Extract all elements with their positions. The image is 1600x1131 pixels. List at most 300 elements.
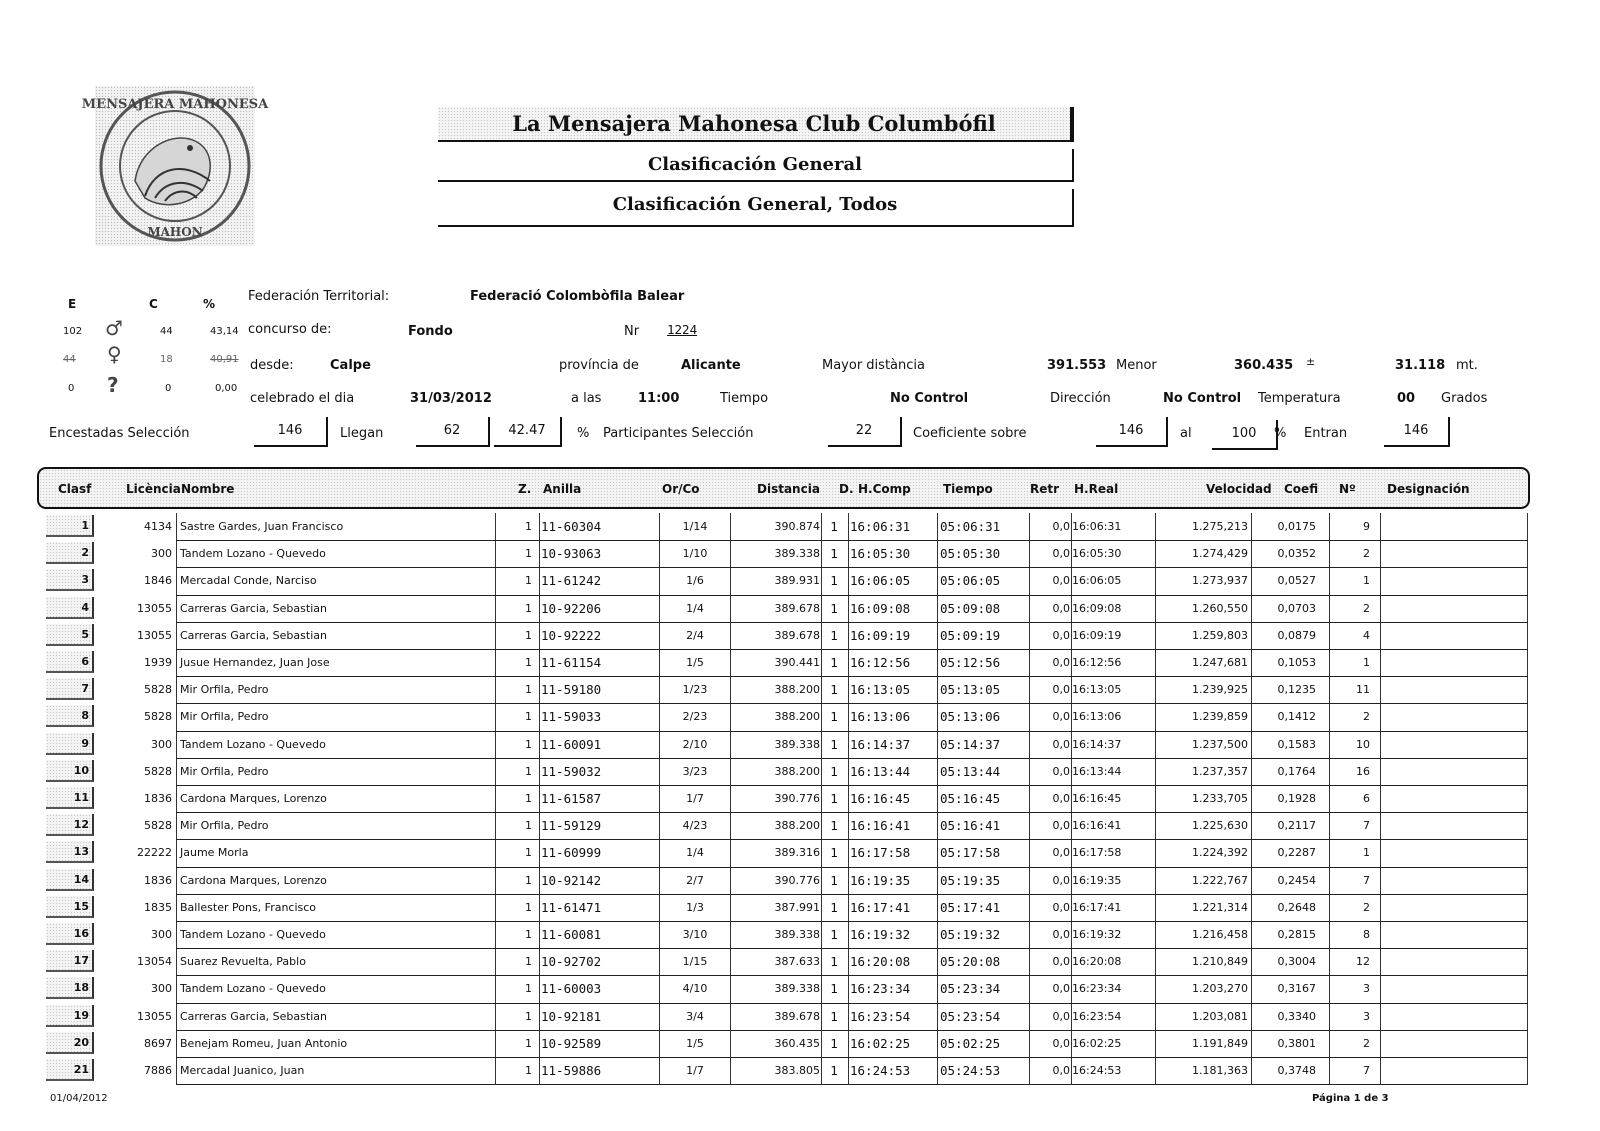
cell-h-real: 16:19:32 <box>1072 928 1122 941</box>
row-divider <box>176 1084 1528 1085</box>
cell-d-: 1 <box>830 573 838 589</box>
cell-nombre: Mir Orfila, Pedro <box>180 819 269 833</box>
cell-velocidad: 1.181,363 <box>1192 1064 1248 1077</box>
row-divider <box>176 1003 1528 1004</box>
cell-coefi: 0,2117 <box>1277 819 1316 833</box>
row-divider <box>176 948 1528 949</box>
cell-coefi: 0,0175 <box>1277 520 1316 533</box>
cell-tiempo: 05:19:35 <box>940 872 1001 888</box>
unknown-classified: 0 <box>165 383 172 394</box>
cell-velocidad: 1.233,705 <box>1192 792 1248 805</box>
cell-or-co: 2/10 <box>682 737 708 751</box>
cell-coefi: 0,1583 <box>1277 737 1316 751</box>
cell-lic-ncia: 300 <box>151 737 172 751</box>
cell-nombre: Mercadal Juanico, Juan <box>180 1064 305 1077</box>
cell-retr: 0,0 <box>1052 1009 1070 1023</box>
cell-clasf: 2 <box>46 542 94 564</box>
cell-velocidad: 1.222,767 <box>1192 873 1248 887</box>
cell-clasf: 15 <box>46 896 94 918</box>
cell-n-: 11 <box>1356 683 1370 697</box>
cell-anilla: 10-92181 <box>541 1008 602 1024</box>
cell-nombre: Tandem Lozano - Quevedo <box>180 737 326 751</box>
cell-z-: 1 <box>525 1064 532 1077</box>
cell-nombre: Tandem Lozano - Quevedo <box>180 928 326 941</box>
cell-or-co: 1/7 <box>686 1064 704 1077</box>
column-header-4: Anilla <box>543 482 582 496</box>
cell-coefi: 0,2287 <box>1277 846 1316 860</box>
cell-retr: 0,0 <box>1052 873 1070 887</box>
cell-retr: 0,0 <box>1052 900 1070 914</box>
cell-lic-ncia: 13055 <box>137 1009 172 1023</box>
cell-distancia: 390.441 <box>774 656 820 669</box>
row-divider <box>176 867 1528 868</box>
cell-anilla: 11-59180 <box>541 682 602 698</box>
female-symbol-icon: ♀ <box>107 342 122 366</box>
cell-distancia: 387.633 <box>774 955 820 969</box>
province-label: província de <box>559 358 639 373</box>
cell-retr: 0,0 <box>1052 1064 1070 1077</box>
club-title: La Mensajera Mahonesa Club Columbófil <box>438 107 1074 142</box>
llegan-percent: 42.47 <box>494 417 562 447</box>
cell-h-real: 16:23:54 <box>1072 1009 1122 1023</box>
al-label: al <box>1180 426 1192 441</box>
cell-z-: 1 <box>525 792 532 805</box>
cell-clasf: 21 <box>46 1059 94 1081</box>
cell-or-co: 3/23 <box>682 764 708 778</box>
cell-nombre: Sastre Gardes, Juan Francisco <box>180 520 344 533</box>
cell-velocidad: 1.274,429 <box>1192 547 1248 561</box>
cell-h-real: 16:13:05 <box>1072 683 1122 697</box>
cell-d-: 1 <box>830 954 838 970</box>
cell-or-co: 1/14 <box>682 520 708 533</box>
svg-text:MAHON: MAHON <box>147 225 203 239</box>
entran-label: Entran <box>1304 426 1348 441</box>
cell-h-comp: 16:17:58 <box>850 845 911 861</box>
cell-z-: 1 <box>525 683 532 697</box>
cell-clasf: 8 <box>46 705 94 727</box>
cell-z-: 1 <box>525 928 532 941</box>
cell-retr: 0,0 <box>1052 1036 1070 1050</box>
cell-tiempo: 05:13:06 <box>940 709 1001 725</box>
cell-velocidad: 1.225,630 <box>1192 819 1248 833</box>
cell-lic-ncia: 4134 <box>144 520 172 533</box>
cell-nombre: Carreras Garcia, Sebastian <box>180 601 327 615</box>
cell-anilla: 10-92206 <box>541 600 602 616</box>
cell-retr: 0,0 <box>1052 628 1070 642</box>
column-header-15: Designación <box>1387 482 1470 496</box>
participantes-label: Participantes Selección <box>603 426 754 441</box>
cell-n-: 6 <box>1363 792 1370 805</box>
unknown-sex-icon: ? <box>107 373 119 397</box>
cell-coefi: 0,0352 <box>1277 547 1316 561</box>
cell-retr: 0,0 <box>1052 737 1070 751</box>
cell-h-real: 16:19:35 <box>1072 873 1122 887</box>
cell-n-: 1 <box>1363 656 1370 669</box>
column-header-12: Velocidad <box>1206 482 1272 496</box>
cell-velocidad: 1.247,681 <box>1192 656 1248 669</box>
cell-tiempo: 05:16:41 <box>940 818 1001 834</box>
row-divider <box>176 703 1528 704</box>
cell-lic-ncia: 1836 <box>144 792 172 805</box>
column-header-13: Coefi <box>1284 482 1319 496</box>
cell-clasf: 13 <box>46 841 94 863</box>
row-divider <box>176 595 1528 596</box>
cell-or-co: 1/6 <box>686 574 704 588</box>
cell-velocidad: 1.273,937 <box>1192 574 1248 588</box>
column-header-6: Distancia <box>757 482 820 496</box>
cell-n-: 12 <box>1356 955 1370 969</box>
page-number: Página 1 de 3 <box>1312 1093 1389 1104</box>
row-divider <box>176 975 1528 976</box>
cell-anilla: 10-92702 <box>541 954 602 970</box>
stats-col-c: C <box>149 297 158 311</box>
row-divider <box>176 894 1528 895</box>
cell-tiempo: 05:13:05 <box>940 682 1001 698</box>
cell-h-real: 16:14:37 <box>1072 737 1122 751</box>
cell-d-: 1 <box>830 845 838 861</box>
cell-h-comp: 16:23:34 <box>850 981 911 997</box>
cell-distancia: 389.316 <box>774 846 820 860</box>
row-divider <box>176 785 1528 786</box>
cell-h-comp: 16:23:54 <box>850 1008 911 1024</box>
cell-h-real: 16:06:31 <box>1072 520 1122 533</box>
cell-clasf: 9 <box>46 733 94 755</box>
cell-anilla: 11-60304 <box>541 519 602 534</box>
cell-clasf: 14 <box>46 869 94 891</box>
cell-d-: 1 <box>830 818 838 834</box>
time-label: a las <box>571 391 602 406</box>
cell-clasf: 6 <box>46 651 94 673</box>
cell-velocidad: 1.191,849 <box>1192 1036 1248 1050</box>
cell-nombre: Cardona Marques, Lorenzo <box>180 792 327 805</box>
federation-value: Federació Colombòfila Balear <box>470 289 685 304</box>
cell-anilla: 10-92222 <box>541 627 602 643</box>
temperature-label: Temperatura <box>1258 391 1341 406</box>
cell-h-comp: 16:16:45 <box>850 791 911 806</box>
cell-z-: 1 <box>525 520 532 533</box>
cell-n-: 4 <box>1363 628 1370 642</box>
female-entered: 44 <box>63 354 76 365</box>
row-divider <box>176 812 1528 813</box>
cell-anilla: 11-59129 <box>541 818 602 834</box>
cell-coefi: 0,1412 <box>1277 710 1316 724</box>
cell-d-: 1 <box>830 791 838 806</box>
cell-z-: 1 <box>525 764 532 778</box>
cell-tiempo: 05:24:53 <box>940 1063 1001 1078</box>
cell-retr: 0,0 <box>1052 574 1070 588</box>
cell-distancia: 389.931 <box>774 574 820 588</box>
cell-distancia: 390.776 <box>774 873 820 887</box>
cell-retr: 0,0 <box>1052 792 1070 805</box>
cell-lic-ncia: 5828 <box>144 819 172 833</box>
cell-clasf: 4 <box>46 597 94 619</box>
column-header-10: Retr <box>1030 482 1060 496</box>
male-entered: 102 <box>63 326 83 337</box>
cell-z-: 1 <box>525 982 532 996</box>
cell-z-: 1 <box>525 1036 532 1050</box>
cell-nombre: Ballester Pons, Francisco <box>180 900 317 914</box>
cell-z-: 1 <box>525 710 532 724</box>
cell-h-comp: 16:12:56 <box>850 655 911 670</box>
cell-anilla: 11-60999 <box>541 845 602 861</box>
cell-z-: 1 <box>525 547 532 561</box>
coeficiente-base: 146 <box>1096 417 1168 447</box>
cell-h-real: 16:17:58 <box>1072 846 1122 860</box>
cell-coefi: 0,1764 <box>1277 764 1316 778</box>
cell-n-: 1 <box>1363 846 1370 860</box>
cell-anilla: 11-59886 <box>541 1063 602 1078</box>
cell-nombre: Tandem Lozano - Quevedo <box>180 982 326 996</box>
column-header-2: Nombre <box>181 482 235 496</box>
cell-velocidad: 1.203,270 <box>1192 982 1248 996</box>
cell-n-: 1 <box>1363 574 1370 588</box>
cell-nombre: Mir Orfila, Pedro <box>180 764 269 778</box>
column-divider <box>539 513 540 1084</box>
cell-coefi: 0,1053 <box>1277 656 1316 669</box>
date-label: celebrado el dia <box>250 391 355 406</box>
cell-h-real: 16:16:45 <box>1072 792 1122 805</box>
cell-tiempo: 05:17:58 <box>940 845 1001 861</box>
release-time: 11:00 <box>638 391 680 406</box>
cell-z-: 1 <box>525 601 532 615</box>
cell-tiempo: 05:20:08 <box>940 954 1001 970</box>
cell-distancia: 389.678 <box>774 628 820 642</box>
print-date: 01/04/2012 <box>50 1093 108 1104</box>
cell-tiempo: 05:05:30 <box>940 546 1001 562</box>
cell-d-: 1 <box>830 682 838 698</box>
cell-clasf: 7 <box>46 678 94 700</box>
cell-or-co: 4/10 <box>682 982 708 996</box>
cell-distancia: 389.338 <box>774 737 820 751</box>
cell-velocidad: 1.239,859 <box>1192 710 1248 724</box>
row-divider <box>176 622 1528 623</box>
cell-lic-ncia: 13055 <box>137 601 172 615</box>
cell-distancia: 388.200 <box>774 819 820 833</box>
cell-z-: 1 <box>525 628 532 642</box>
cell-tiempo: 05:12:56 <box>940 655 1001 670</box>
row-divider <box>176 567 1528 568</box>
cell-d-: 1 <box>830 981 838 997</box>
cell-z-: 1 <box>525 819 532 833</box>
cell-clasf: 12 <box>46 814 94 836</box>
cell-clasf: 1 <box>46 515 94 537</box>
cell-coefi: 0,2454 <box>1277 873 1316 887</box>
male-percent: 43,14 <box>210 326 239 337</box>
cell-distancia: 360.435 <box>774 1036 820 1050</box>
cell-n-: 2 <box>1363 900 1370 914</box>
contest-value: Fondo <box>408 324 453 339</box>
cell-or-co: 1/23 <box>682 683 708 697</box>
cell-or-co: 2/23 <box>682 710 708 724</box>
cell-lic-ncia: 300 <box>151 982 172 996</box>
cell-d-: 1 <box>830 627 838 643</box>
svg-text:MENSAJERA MAHONESA: MENSAJERA MAHONESA <box>81 97 269 112</box>
cell-lic-ncia: 7886 <box>144 1064 172 1077</box>
cell-anilla: 11-60003 <box>541 981 602 997</box>
cell-retr: 0,0 <box>1052 547 1070 561</box>
cell-distancia: 387.991 <box>774 900 820 914</box>
cell-h-real: 16:13:44 <box>1072 764 1122 778</box>
cell-nombre: Suarez Revuelta, Pablo <box>180 955 306 969</box>
column-header-1: Licència <box>126 482 181 496</box>
cell-d-: 1 <box>830 519 838 534</box>
row-divider <box>176 649 1528 650</box>
cell-anilla: 11-61242 <box>541 573 602 589</box>
cell-velocidad: 1.259,803 <box>1192 628 1248 642</box>
cell-lic-ncia: 13054 <box>137 955 172 969</box>
column-header-5: Or/Co <box>662 482 700 496</box>
cell-z-: 1 <box>525 1009 532 1023</box>
cell-coefi: 0,2648 <box>1277 900 1316 914</box>
cell-coefi: 0,0703 <box>1277 601 1316 615</box>
al-value: 100 <box>1212 420 1278 450</box>
cell-tiempo: 05:23:54 <box>940 1008 1001 1024</box>
female-percent: 40,91 <box>210 354 239 365</box>
cell-h-comp: 16:06:05 <box>850 573 911 589</box>
cell-n-: 2 <box>1363 601 1370 615</box>
cell-lic-ncia: 22222 <box>137 846 172 860</box>
row-divider <box>176 540 1528 541</box>
cell-z-: 1 <box>525 574 532 588</box>
cell-or-co: 3/4 <box>686 1009 704 1023</box>
cell-d-: 1 <box>830 736 838 752</box>
cell-anilla: 11-60091 <box>541 736 602 752</box>
cell-nombre: Jusue Hernandez, Juan Jose <box>180 656 330 669</box>
min-distance-value: 360.435 <box>1234 358 1294 373</box>
cell-h-real: 16:12:56 <box>1072 656 1122 669</box>
cell-or-co: 1/4 <box>686 846 704 860</box>
cell-coefi: 0,3340 <box>1277 1009 1316 1023</box>
column-header-14: Nº <box>1339 482 1356 496</box>
temperature-value: 00 <box>1397 391 1416 406</box>
cell-tiempo: 05:02:25 <box>940 1035 1001 1051</box>
cell-d-: 1 <box>830 655 838 670</box>
row-divider <box>176 731 1528 732</box>
cell-d-: 1 <box>830 899 838 915</box>
cell-h-real: 16:24:53 <box>1072 1064 1122 1077</box>
federation-label: Federación Territorial: <box>248 289 390 304</box>
cell-distancia: 389.678 <box>774 1009 820 1023</box>
distance-difference: 31.118 <box>1395 358 1446 373</box>
cell-z-: 1 <box>525 737 532 751</box>
cell-clasf: 18 <box>46 977 94 999</box>
cell-d-: 1 <box>830 1035 838 1051</box>
cell-velocidad: 1.216,458 <box>1192 928 1248 941</box>
cell-velocidad: 1.237,500 <box>1192 737 1248 751</box>
stats-col-pct: % <box>203 297 216 311</box>
cell-h-comp: 16:17:41 <box>850 899 911 915</box>
cell-anilla: 11-61587 <box>541 791 602 806</box>
cell-n-: 2 <box>1363 1036 1370 1050</box>
cell-n-: 3 <box>1363 1009 1370 1023</box>
cell-distancia: 390.874 <box>774 520 820 533</box>
cell-d-: 1 <box>830 546 838 562</box>
cell-tiempo: 05:13:44 <box>940 763 1001 779</box>
llegan-value: 62 <box>416 417 490 447</box>
percent-sign: % <box>577 426 590 441</box>
club-seal-logo <box>81 86 269 246</box>
from-label: desde: <box>250 358 294 373</box>
release-date: 31/03/2012 <box>410 391 492 406</box>
cell-h-comp: 16:14:37 <box>850 736 911 752</box>
cell-h-comp: 16:09:19 <box>850 627 911 643</box>
cell-retr: 0,0 <box>1052 764 1070 778</box>
cell-h-real: 16:05:30 <box>1072 547 1122 561</box>
male-classified: 44 <box>160 326 173 337</box>
cell-tiempo: 05:23:34 <box>940 981 1001 997</box>
cell-z-: 1 <box>525 955 532 969</box>
cell-retr: 0,0 <box>1052 819 1070 833</box>
cell-distancia: 383.805 <box>774 1064 820 1077</box>
llegan-label: Llegan <box>340 426 384 441</box>
cell-h-comp: 16:16:41 <box>850 818 911 834</box>
cell-or-co: 2/4 <box>686 628 704 642</box>
cell-coefi: 0,3004 <box>1277 955 1316 969</box>
nr-label: Nr <box>624 324 640 339</box>
cell-h-real: 16:20:08 <box>1072 955 1122 969</box>
cell-n-: 7 <box>1363 819 1370 833</box>
participantes-value: 22 <box>828 417 902 447</box>
cell-distancia: 388.200 <box>774 683 820 697</box>
report-subtitle: Clasificación General, Todos <box>438 189 1074 227</box>
cell-or-co: 2/7 <box>686 873 704 887</box>
column-header-8: H.Comp <box>858 482 911 496</box>
cell-lic-ncia: 8697 <box>144 1036 172 1050</box>
cell-d-: 1 <box>830 927 838 942</box>
max-distance-value: 391.553 <box>1047 358 1107 373</box>
column-divider <box>1527 513 1528 1084</box>
cell-h-real: 16:16:41 <box>1072 819 1122 833</box>
cell-n-: 2 <box>1363 547 1370 561</box>
cell-n-: 16 <box>1356 764 1370 778</box>
cell-lic-ncia: 5828 <box>144 764 172 778</box>
cell-z-: 1 <box>525 873 532 887</box>
cell-velocidad: 1.260,550 <box>1192 601 1248 615</box>
cell-velocidad: 1.275,213 <box>1192 520 1248 533</box>
cell-lic-ncia: 5828 <box>144 710 172 724</box>
cell-n-: 9 <box>1363 520 1370 533</box>
cell-clasf: 11 <box>46 787 94 809</box>
cell-clasf: 3 <box>46 569 94 591</box>
entran-value: 146 <box>1384 417 1450 447</box>
direction-value: No Control <box>1163 391 1242 406</box>
column-header-9: Tiempo <box>943 482 993 496</box>
cell-clasf: 10 <box>46 760 94 782</box>
cell-retr: 0,0 <box>1052 656 1070 669</box>
percent-sign-2: % <box>1274 426 1287 441</box>
column-header-3: Z. <box>518 482 532 496</box>
row-divider <box>176 676 1528 677</box>
cell-anilla: 10-93063 <box>541 546 602 562</box>
cell-distancia: 390.776 <box>774 792 820 805</box>
row-divider <box>176 758 1528 759</box>
cell-velocidad: 1.224,392 <box>1192 846 1248 860</box>
cell-coefi: 0,3167 <box>1277 982 1316 996</box>
unknown-entered: 0 <box>68 383 75 394</box>
report-title: Clasificación General <box>438 149 1074 182</box>
cell-n-: 10 <box>1356 737 1370 751</box>
province-value: Alicante <box>681 358 741 373</box>
cell-h-comp: 16:20:08 <box>850 954 911 970</box>
row-divider <box>176 921 1528 922</box>
cell-or-co: 1/7 <box>686 792 704 805</box>
cell-or-co: 1/15 <box>682 955 708 969</box>
column-divider <box>848 513 849 1084</box>
column-header-11: H.Real <box>1074 482 1119 496</box>
cell-nombre: Benejam Romeu, Juan Antonio <box>180 1036 348 1050</box>
cell-clasf: 16 <box>46 923 94 945</box>
cell-velocidad: 1.210,849 <box>1192 955 1248 969</box>
